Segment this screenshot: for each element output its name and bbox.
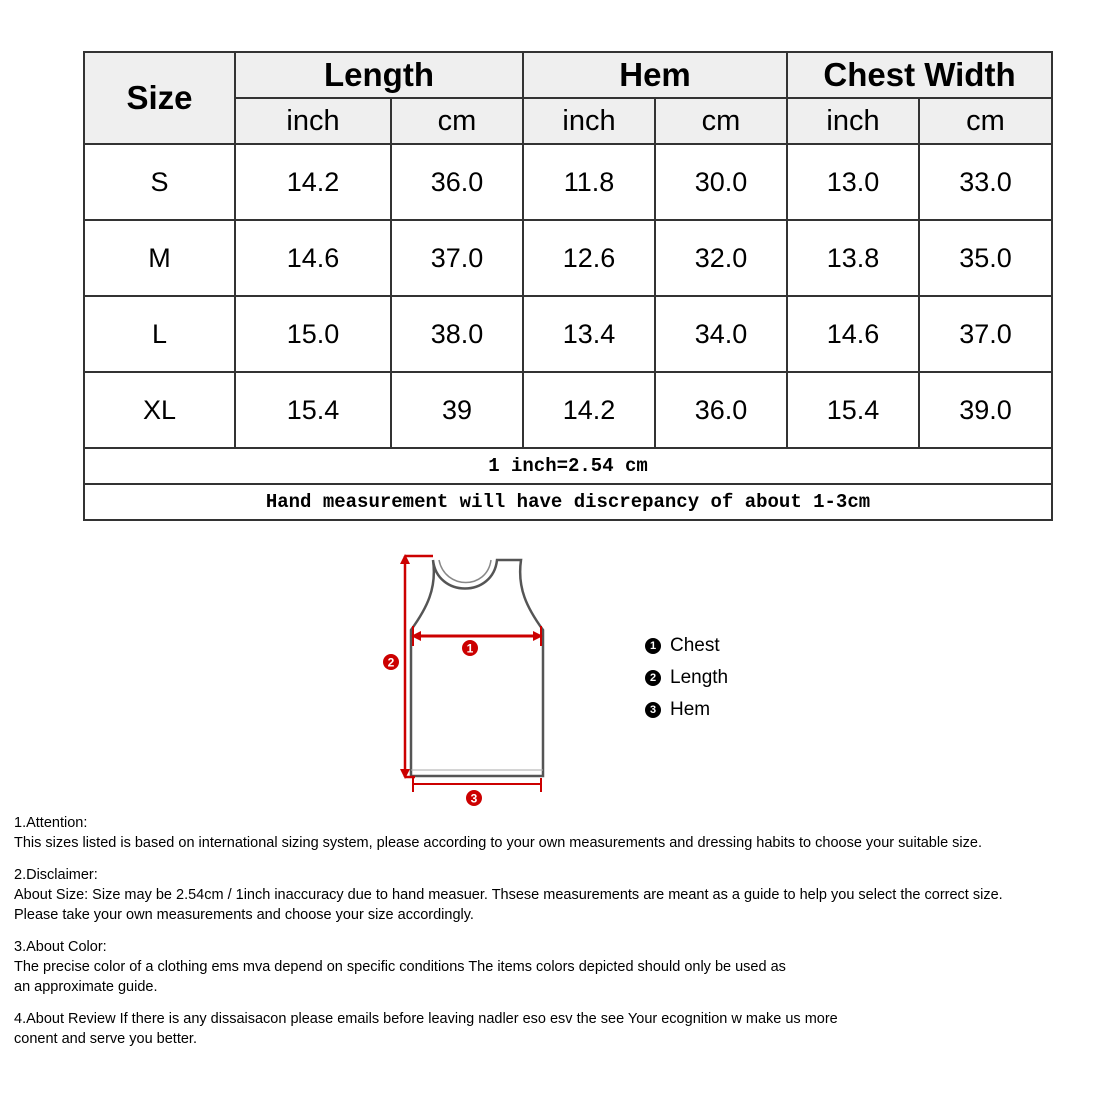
note-line: Please take your own measurements and choose your size accordingly. xyxy=(14,907,474,923)
table-cell: 14.6 xyxy=(235,220,391,296)
note-line: 4.About Review If there is any dissaisacon please emails before leaving nadler eso esv the see Your ecognition w make us more xyxy=(14,1011,838,1027)
table-cell: 34.0 xyxy=(655,296,787,372)
header-size: Size xyxy=(84,52,235,144)
table-cell: 37.0 xyxy=(391,220,523,296)
table-cell: 36.0 xyxy=(655,372,787,448)
unit-cell: cm xyxy=(391,98,523,144)
table-cell: 39 xyxy=(391,372,523,448)
legend-item-chest xyxy=(645,630,728,662)
size-chart-table xyxy=(83,51,1053,521)
table-cell: 37.0 xyxy=(919,296,1052,372)
table-cell: 36.0 xyxy=(391,144,523,220)
note-title: 2.Disclaimer: xyxy=(14,867,98,883)
table-cell: 13.0 xyxy=(787,144,919,220)
legend-label: Chest xyxy=(670,635,720,656)
conversion-row xyxy=(84,448,1052,484)
table-cell: 12.6 xyxy=(523,220,655,296)
note-color xyxy=(14,937,1099,997)
table-row xyxy=(84,144,1052,220)
legend-number: 3 xyxy=(645,702,661,718)
unit-cell: inch xyxy=(787,98,919,144)
note-review xyxy=(14,1009,1099,1049)
legend-number: 1 xyxy=(645,638,661,654)
table-cell: 39.0 xyxy=(919,372,1052,448)
size-cell: L xyxy=(84,296,235,372)
table-cell: 35.0 xyxy=(919,220,1052,296)
header-hem: Hem xyxy=(523,52,787,98)
legend-item-hem xyxy=(645,694,728,726)
table-cell: 14.2 xyxy=(235,144,391,220)
measurement-legend xyxy=(645,630,728,726)
legend-number: 2 xyxy=(645,670,661,686)
note-disclaimer xyxy=(14,865,1099,925)
marker-hem-label: 3 xyxy=(470,791,478,806)
table-cell: 11.8 xyxy=(523,144,655,220)
table-cell: 15.4 xyxy=(787,372,919,448)
tank-top-diagram xyxy=(375,548,560,810)
unit-cell: inch xyxy=(523,98,655,144)
legend-item-length xyxy=(645,662,728,694)
note-attention xyxy=(14,813,1099,853)
note-title: 1.Attention: xyxy=(14,815,88,831)
table-row xyxy=(84,296,1052,372)
unit-cell: inch xyxy=(235,98,391,144)
table-row xyxy=(84,220,1052,296)
legend-label: Length xyxy=(670,667,729,688)
header-length: Length xyxy=(235,52,523,98)
table-cell: 13.4 xyxy=(523,296,655,372)
conversion-note: 1 inch=2.54 cm xyxy=(84,448,1052,484)
size-cell: S xyxy=(84,144,235,220)
table-cell: 14.2 xyxy=(523,372,655,448)
discrepancy-note: Hand measurement will have discrepancy of about 1-3cm xyxy=(84,484,1052,520)
note-line: The precise color of a clothing ems mva depend on specific conditions The items colors depicted should only be used as xyxy=(14,959,786,975)
size-cell: XL xyxy=(84,372,235,448)
discrepancy-row xyxy=(84,484,1052,520)
table-cell: 14.6 xyxy=(787,296,919,372)
legend-label: Hem xyxy=(670,699,711,720)
table-cell: 15.4 xyxy=(235,372,391,448)
table-row xyxy=(84,372,1052,448)
note-title: 3.About Color: xyxy=(14,939,107,955)
note-line: conent and serve you better. xyxy=(14,1031,197,1047)
note-line: This sizes listed is based on international sizing system, please according to your own measurements and dressing habits to choose your suitable size. xyxy=(14,835,982,851)
note-line: About Size: Size may be 2.54cm / 1inch inaccuracy due to hand measuer. Thsese measurements are meant as a guide to help you select the correct size. xyxy=(14,887,1003,903)
table-cell: 33.0 xyxy=(919,144,1052,220)
table-cell: 30.0 xyxy=(655,144,787,220)
unit-cell: cm xyxy=(655,98,787,144)
table-cell: 38.0 xyxy=(391,296,523,372)
tank-top-outline xyxy=(411,560,543,776)
notes-section xyxy=(14,813,1099,1061)
neckline-inner xyxy=(439,560,491,583)
table-cell: 32.0 xyxy=(655,220,787,296)
table-cell: 15.0 xyxy=(235,296,391,372)
header-chest-width: Chest Width xyxy=(787,52,1052,98)
table-cell: 13.8 xyxy=(787,220,919,296)
header-row xyxy=(84,52,1052,98)
note-line: an approximate guide. xyxy=(14,979,158,995)
size-cell: M xyxy=(84,220,235,296)
unit-cell: cm xyxy=(919,98,1052,144)
marker-chest-label: 1 xyxy=(466,641,474,656)
marker-length-label: 2 xyxy=(387,655,395,670)
